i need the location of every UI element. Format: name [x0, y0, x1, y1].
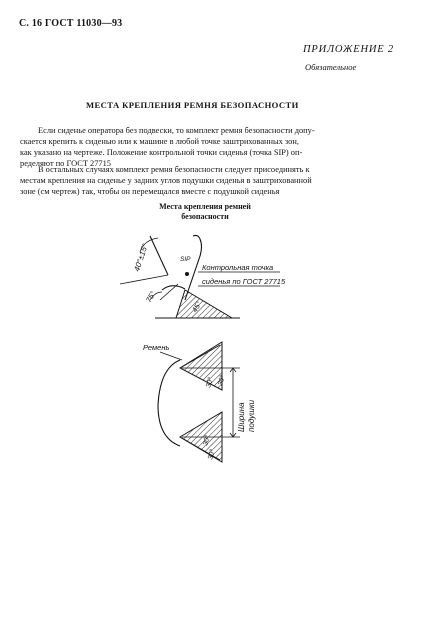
sip-point-marker	[185, 272, 189, 276]
cushion-outline	[158, 360, 180, 446]
angle-ray-lower	[120, 275, 168, 284]
figure-title-line-2: безопасности	[181, 212, 229, 221]
seat-back-top	[193, 235, 200, 239]
paragraph-2-line-1: В остальных случаях комплект ремня безопасности следует присоединять к	[38, 165, 310, 174]
label-angle-30-c: 30°	[207, 448, 217, 461]
label-angle-top: 40°±15°	[132, 242, 150, 273]
anchorage-zone-left-bottom	[180, 412, 222, 462]
label-belt: Ремень	[143, 343, 170, 352]
angle-ray-upper	[150, 236, 168, 275]
paragraph-1-line-1: Если сиденье оператора без подвески, то комплект ремня безопасности допу-	[38, 126, 315, 135]
paragraph-2-line-3: зоне (см чертеж) так, чтобы он перемещался вместе с подушкой сиденья	[20, 187, 280, 196]
label-cushion-width-1: Ширина	[237, 402, 246, 432]
anchorage-zone-upper	[176, 290, 232, 318]
label-control-point-2: сиденья по ГОСТ 27715	[202, 277, 286, 286]
appendix-status: Обязательное	[305, 62, 357, 72]
anchorage-zone-left-top	[180, 342, 222, 390]
label-angle-30-d: 30°	[202, 434, 212, 447]
label-cushion-width-2: подушки	[247, 399, 256, 432]
section-title: МЕСТА КРЕПЛЕНИЯ РЕМНЯ БЕЗОПАСНОСТИ	[86, 100, 299, 110]
label-sip: SIP	[180, 256, 191, 263]
label-angle-30-a: 30°	[205, 376, 215, 389]
label-control-point-1: Контрольная точка	[202, 263, 274, 272]
belt-leader	[160, 352, 182, 360]
appendix-title: ПРИЛОЖЕНИЕ 2	[303, 44, 394, 55]
paragraph-1-line-4: ределяют по ГОСТ 27715	[20, 159, 111, 168]
paragraph-1-line-2: скается крепить к сиденью или к машине в любой точке заштрихованных зон,	[20, 137, 299, 146]
seat-back-outline	[185, 239, 202, 300]
label-angle-30-b: 30°	[217, 374, 227, 387]
label-angle-45: 45°	[189, 299, 204, 314]
label-angle-75: 75°	[143, 289, 158, 304]
figure-title-line-1: Места крепления ремней	[159, 202, 251, 211]
page-header: С. 16 ГОСТ 11030—93	[19, 18, 123, 29]
paragraph-1-line-3: как указано на чертеже. Положение контрольной точки сиденья (точка SIP) оп-	[20, 148, 303, 157]
paragraph-2-line-2: местам крепления на сиденье у задних углов подушки сиденья в заштрихованной	[20, 176, 312, 185]
